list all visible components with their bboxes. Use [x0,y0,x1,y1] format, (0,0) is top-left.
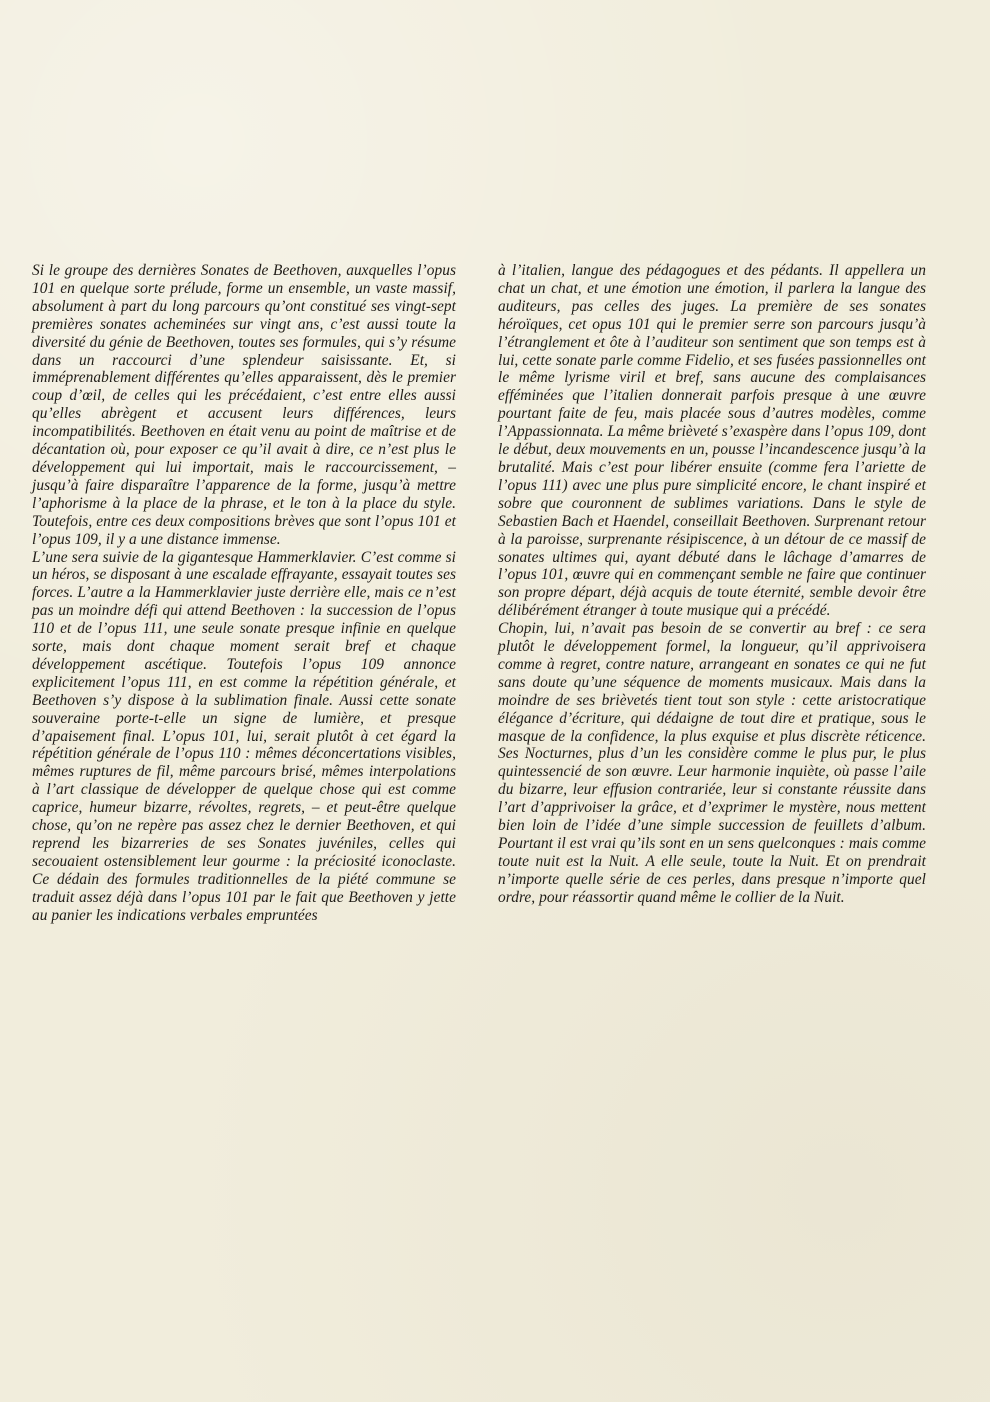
left-paragraph-2: L’une sera suivie de la gigantesque Hammerklavier. C’est comme si un héros, se disposant à une escalade effrayante, essayait toutes ses forces. L’autre a la Hammerklavier juste derrière elle, mais ce n’est pas un moindre défi qui attend Beethoven : la succession de l’opus 110 et de l’opus 111, une seule sonate presque infinie en quelque sorte, mais dont chaque moment serait bref et chaque développement ascétique. Toutefois l’opus 109 annonce explicitement l’opus 111, en est comme la répétition générale, et Beethoven s’y dispose à la sublimation finale. Aussi cette sonate souveraine porte-t-elle un signe de lumière, et presque d’apaisement final. L’opus 101, lui, serait plutôt à cet égard la répétition générale de l’opus 110 : mêmes déconcertations visibles, mêmes ruptures de fil, même parcours brisé, mêmes interpolations à l’art classique de développer de quelque chose qui est comme caprice, humeur bizarre, révoltes, regrets, – et peut-être quelque chose, qu’on ne repère pas assez chez le dernier Beethoven, et qui reprend les bizarreries de ses Sonates juvéniles, celles qui secouaient ostensiblement leur gourme : la préciosité iconoclaste. Ce dédain des formules traditionnelles de la piété commune se traduit assez déjà dans l’opus 101 par le fait que Beethoven y jette au panier les indications verbales empruntées [32,548,456,924]
right-paragraph-1: à l’italien, langue des pédagogues et des pédants. Il appellera un chat un chat, et une émotion une émotion, il parlera la langue des auditeurs, pas celles des juges. La première de ses sonates héroïques, cet opus 101 qui le premier serre son parcours jusqu’à l’étranglement et ôte à l’auditeur son sentiment que son temps est à lui, cette sonate parle comme Fidelio, et ses fusées passionnelles ont le même lyrisme viril et bref, sans aucune des complaisances efféminées que l’italien donnerait parfois presque à une œuvre pourtant faite de feu, mais placée sous d’autres modèles, comme l’Appassionnata. La même brièveté s’exaspère dans l’opus 109, dont le début, deux mouvements en un, pousse l’incandescence jusqu’à la brutalité. Mais c’est pour libérer ensuite (comme fera l’ariette de l’opus 111) avec une plus pure simplicité encore, le chant inspiré et sobre que couronnent de sublimes variations. Dans le style de Sebastien Bach et Haendel, conseillait Beethoven. Surprenant retour à la paroisse, surprenante résipiscence, à un détour de ce massif de sonates ultimes qui, ayant débuté dans le lâchage d’amarres de l’opus 101, œuvre qui en commençant semble ne faire que continuer son propre départ, déjà acquis de toute éternité, semble devoir être délibérément étranger à toute musique qui a précédé. [498,262,926,620]
left-paragraph-1: Si le groupe des dernières Sonates de Beethoven, auxquelles l’opus 101 en quelque sorte prélude, forme un ensemble, un vaste massif, absolument à part du long parcours qu’ont constitué ses vingt-sept premières sonates acheminées sur vingt ans, c’est aussi toute la diversité du génie de Beethoven, toutes ses formules, qui s’y résume dans un raccourci d’une splendeur saisissante. Et, si imméprenablement différentes qu’elles apparaissent, dès le premier coup d’œil, de celles qui les précédaient, c’est entre elles aussi qu’elles abrègent et accusent leurs différences, leurs incompatibilités. Beethoven en était venu au point de maîtrise et de décantation où, pour exposer ce qu’il avait à dire, ce n’est plus le développement qui lui importait, mais le raccourcissement, – jusqu’à faire disparaître l’apparence de la forme, jusqu’à mettre l’aphorisme à la place de la phrase, et le ton à la place du style. Toutefois, entre ces deux compositions brèves que sont l’opus 101 et l’opus 109, il y a une distance immense. [32,262,456,548]
right-paragraph-2: Chopin, lui, n’avait pas besoin de se convertir au bref : ce sera plutôt le développement formel, la longueur, qu’il apprivoisera comme à regret, contre nature, arrangeant en sonates ce qui ne fut sans doute qu’une séquence de moments musicaux. Mais dans la moindre de ses brièvetés tient tout son style : cette aristocratique élégance d’écriture, qui dédaigne de tout dire et pratique, sous le masque de la confidence, la plus exquise et plus discrète réticence. Ses Nocturnes, plus d’un les considère comme le plus pur, le plus quintessencié de son œuvre. Leur harmonie inquiète, où passe l’aile du bizarre, leur effusion contrariée, leur si constante réussite dans l’art d’apprivoiser la grâce, et d’exprimer le mystère, nous mettent bien loin de l’idée d’une simple succession de feuillets d’album. Pourtant il est vrai qu’ils sont en un sens quelconques : mais comme toute nuit est la Nuit. A elle seule, toute la Nuit. Et on prendrait n’importe quelle série de ces perles, dans presque n’importe quel ordre, pour réassortir quand même le collier de la Nuit. [498,620,926,906]
text-column-right [498,262,926,907]
text-column-left [32,262,456,925]
